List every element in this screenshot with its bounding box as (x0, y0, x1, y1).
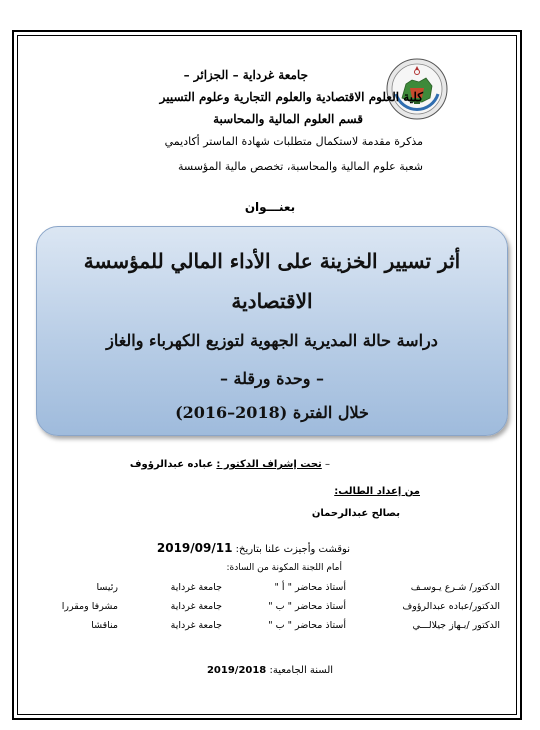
department-name: قسم العلوم المالية والمحاسبة (213, 112, 363, 126)
supervisor-name: عباده عبدالرؤوف (129, 459, 214, 470)
prepared-by-label: من إعداد الطالب: (334, 486, 420, 497)
academic-year (0, 665, 540, 676)
branch-specialty: شعبة علوم المالية والمحاسبة، تخصص مالية المؤسسة (178, 160, 423, 173)
member-rank: أستاذ محاضر " ب " (268, 601, 346, 612)
university-seal-icon (386, 58, 448, 120)
member-university: جامعة غرداية (170, 582, 222, 593)
supervisor-label: تحت إشراف الدكتور : (216, 459, 322, 470)
member-university: جامعة غرداية (170, 620, 222, 631)
member-name: الدكتور /بـهاز جيلالـــي (412, 620, 500, 631)
title-line-3: دراسة حالة المديرية الجهوية لتوزيع الكهرباء والغاز (106, 331, 438, 350)
table-row (24, 597, 502, 616)
member-role: مشرفا ومقررا (61, 601, 118, 612)
student-name: بصالح عبدالرحمان (311, 508, 400, 519)
defense-text: نوقشت وأجيزت علنا بتاريخ: (235, 544, 350, 555)
academic-year-value: 2019/2018 (206, 665, 267, 676)
title-line-1: أثر تسيير الخزينة على الأداء المالي للمؤسسة (83, 249, 461, 273)
supervisor-line (130, 459, 330, 470)
title-line-5: خلال الفترة (2018–2016) (175, 403, 369, 422)
defense-line (157, 541, 350, 555)
memo-description: مذكرة مقدمة لاستكمال متطلبات شهادة الماستر أكاديمي (164, 135, 423, 148)
title-box (36, 226, 508, 436)
committee-label: أمام اللجنة المكونة من السادة: (226, 563, 342, 573)
faculty-name: كلية العلوم الاقتصادية والعلوم التجارية وعلوم التسيير (159, 90, 423, 104)
member-name: الدكتور/عباده عبدالرؤوف (402, 601, 500, 612)
committee-table (24, 578, 502, 635)
title-line-2: الاقتصادية (231, 289, 313, 313)
member-role: رئيسا (96, 582, 118, 593)
table-row (24, 578, 502, 597)
defense-date: 2019/09/11 (156, 541, 233, 555)
member-university: جامعة غرداية (170, 601, 222, 612)
title-line-4: – وحدة ورقلة – (219, 369, 325, 388)
university-name: جامعة غرداية – الجزائر – (183, 68, 308, 82)
member-name: الدكتور/ شـرع يـوسـف (410, 582, 500, 593)
member-rank: أستاذ محاضر " أ " (274, 582, 346, 593)
table-row (24, 616, 502, 635)
member-rank: أستاذ محاضر " ب " (268, 620, 346, 631)
academic-year-label: السنة الجامعية: (269, 665, 334, 676)
member-role: مناقشا (91, 620, 118, 631)
entitled-label: بعنـــوان (244, 200, 296, 214)
supervisor-prefix: – (325, 459, 330, 470)
